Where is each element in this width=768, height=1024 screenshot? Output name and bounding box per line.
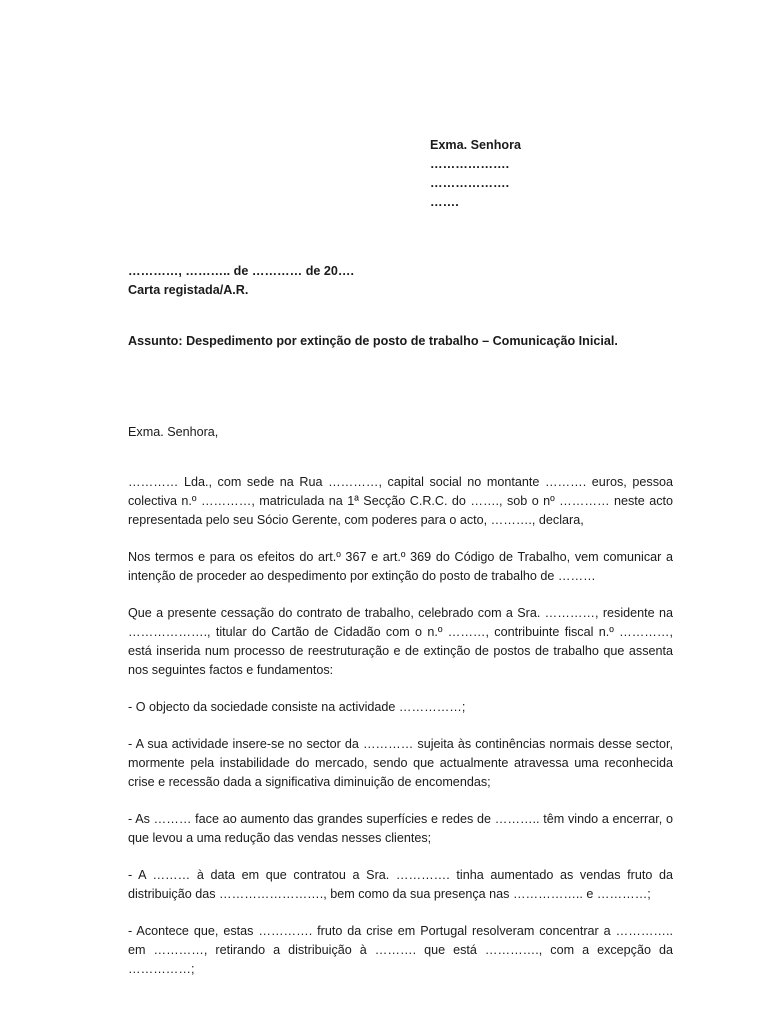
salutation: Exma. Senhora,: [128, 425, 219, 439]
addressee-line-3: …….: [430, 195, 459, 209]
addressee-line-1: ……………….: [430, 157, 510, 171]
paragraph-sales-reduction: - As ……… face ao aumento das grandes superfícies e redes de ……….. têm vindo a encerrar, o que levou a uma redução das vendas nesses clientes;: [128, 812, 673, 845]
paragraph-contract-cessation: Que a presente cessação do contrato de trabalho, celebrado com a Sra. …………, residente na ………………., titular do Cartão de Cidadão com o n.º ………, contribuinte fiscal n.º …………, está inserida num processo de reestruturação e de extinção de postos de trabalho que assenta nos seguintes factos e fundamentos:: [128, 606, 673, 677]
date-block: [128, 262, 668, 300]
addressee-line-2: ……………….: [430, 176, 510, 190]
paragraph-legal-basis: Nos termos e para os efeitos do art.º 367 e art.º 369 do Código de Trabalho, vem comunicar a intenção de proceder ao despedimento por extinção do posto de trabalho de ………: [128, 550, 673, 583]
date-line: …………, ……….. de ………… de 20….: [128, 264, 355, 278]
subject-line: Assunto: Despedimento por extinção de posto de trabalho – Comunicação Inicial.: [128, 334, 618, 348]
paragraph-concentration: - Acontece que, estas …………. fruto da crise em Portugal resolveram concentrar a ………….. em …………, retirando a distribuição à ………. que está …………., com a excepção da ……………;: [128, 924, 673, 976]
paragraph-company-declaration: ………… Lda., com sede na Rua …………, capital social no montante ………. euros, pessoa colectiva n.º …………, matriculada na 1ª Secção C.R.C. do ……., sob o nº ………… neste acto representada pelo seu Sócio Gerente, com poderes para o acto, ………., declara,: [128, 475, 673, 527]
paragraph-sector-crisis: - A sua actividade insere-se no sector da ………… sujeita às continências normais desse sector, mormente pela instabilidade do mercado, sendo que actualmente atravessa uma reconhecida crise e recessão dada a significativa diminuição de encomendas;: [128, 737, 673, 789]
registered-mail-line: Carta registada/A.R.: [128, 283, 249, 297]
letter-body: [128, 473, 673, 997]
paragraph-distribution-history: - A ……… à data em que contratou a Sra. …………. tinha aumentado as vendas fruto da distribuição das ……………………., bem como da sua presença nas …………….. e …………;: [128, 868, 673, 901]
paragraph-company-object: - O objecto da sociedade consiste na actividade ……………;: [128, 700, 466, 714]
addressee-title: Exma. Senhora: [430, 138, 521, 152]
addressee-block: [430, 136, 690, 212]
